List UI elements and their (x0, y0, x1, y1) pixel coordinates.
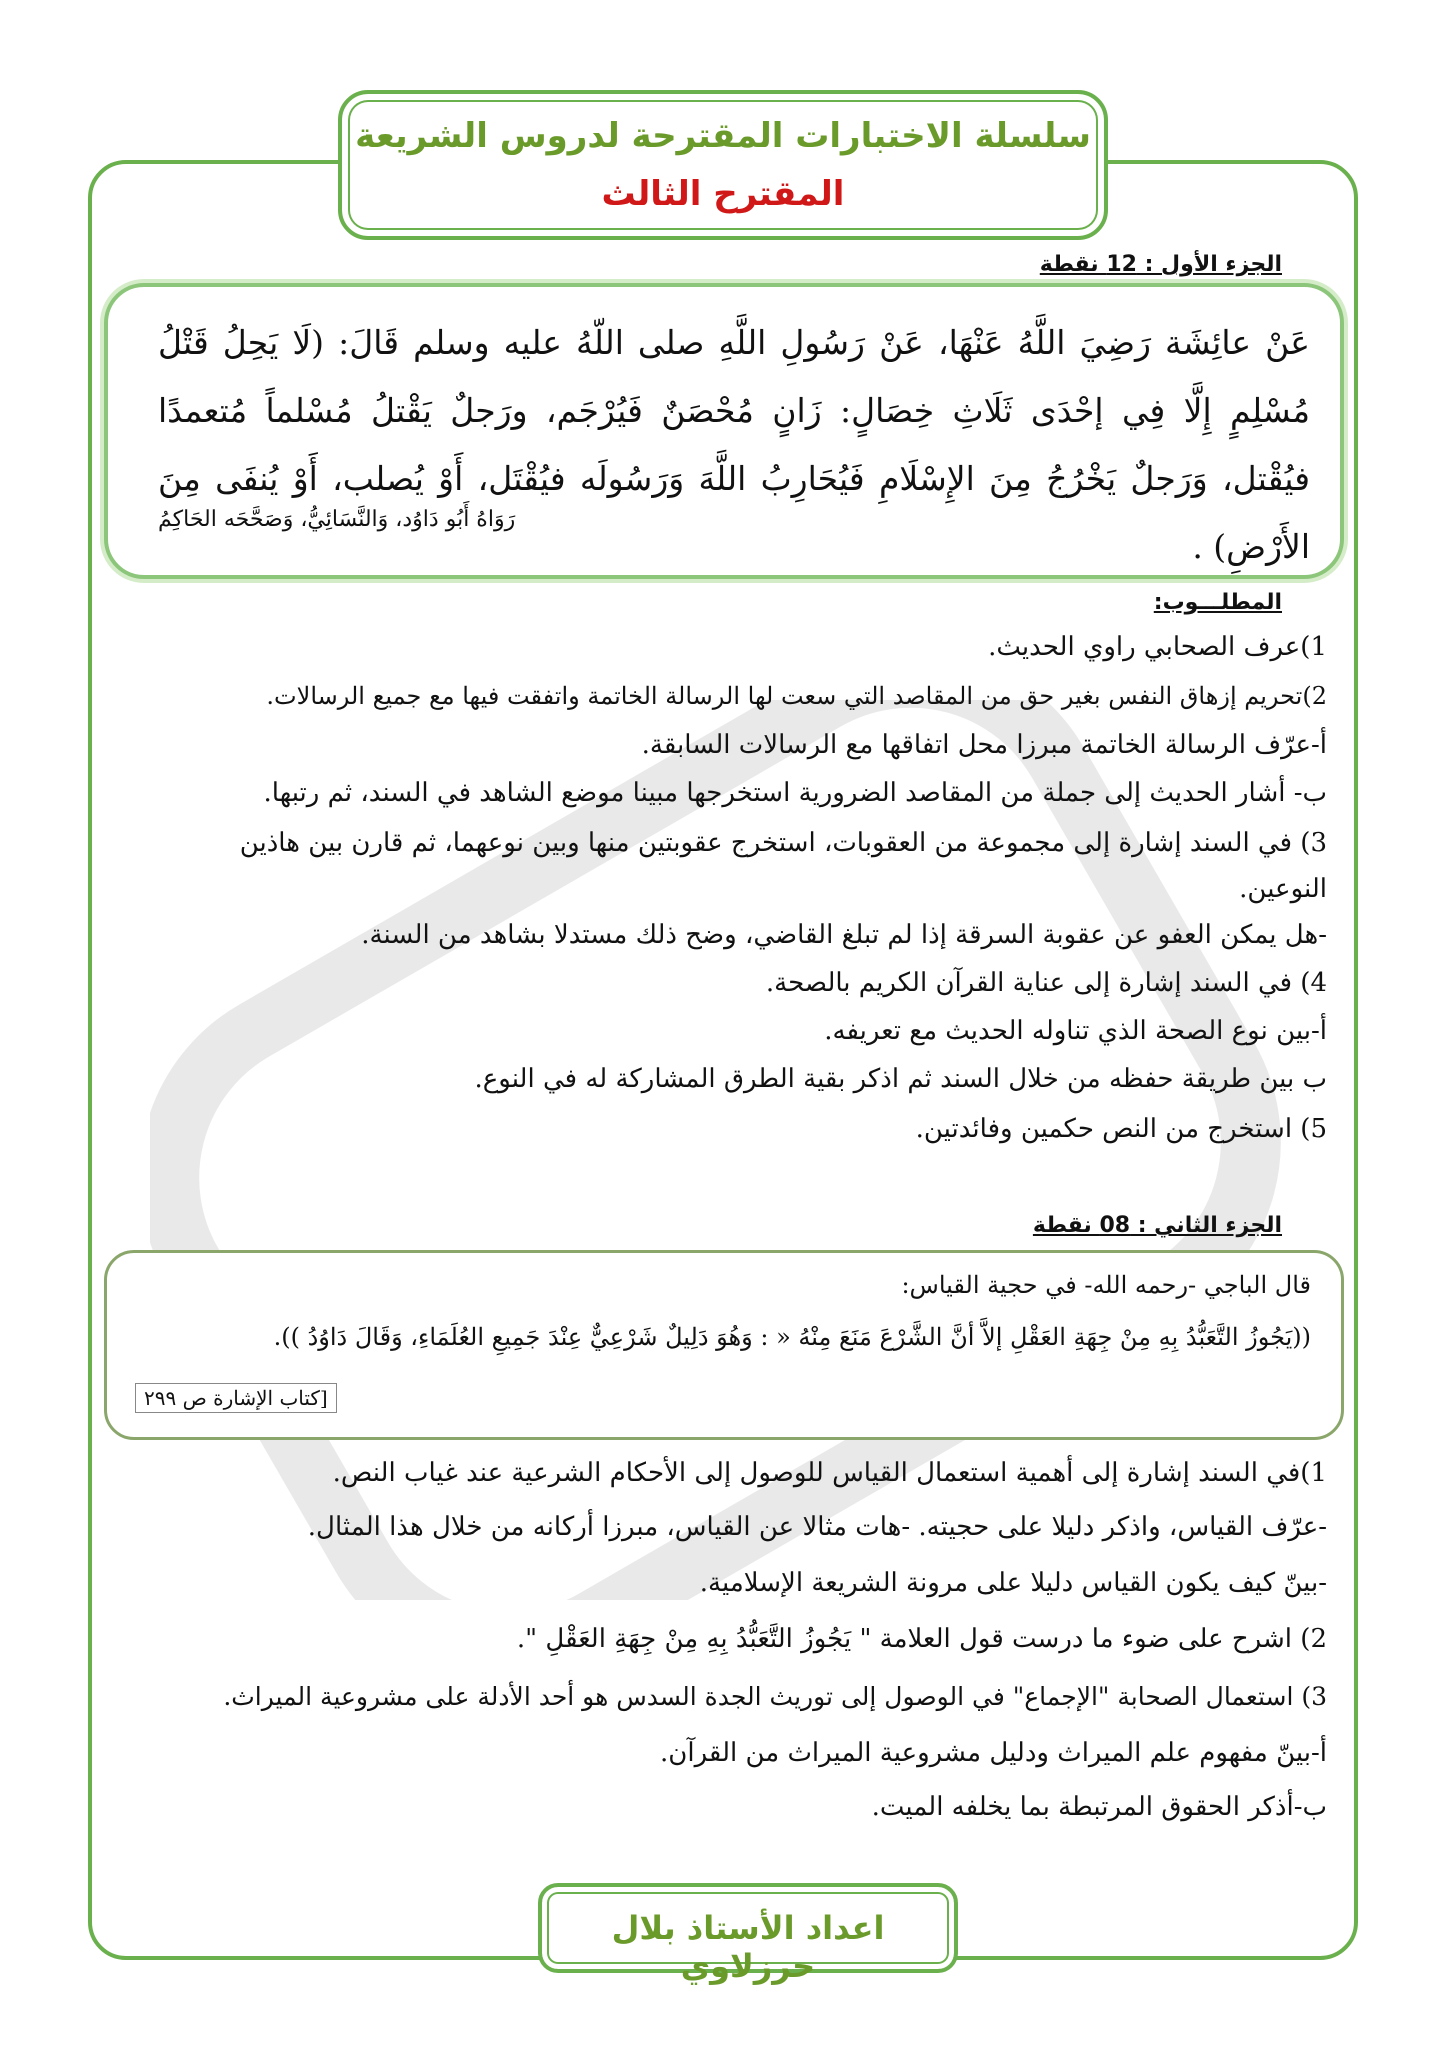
part2-question: أ-بينّ مفهوم علم الميراث ودليل مشروعية الميراث من القرآن. (659, 1738, 1327, 1768)
part2-question: 2) اشرح على ضوء ما درست قول العلامة " يَجُوزُ التَّعَبُّدُ بِهِ مِنْ جِهَةِ العَقْلِ ". (516, 1624, 1327, 1654)
part2-label: الجزء الثاني : 08 نقطة (1032, 1213, 1282, 1238)
part1-question: 1)عرف الصحابي راوي الحديث. (988, 632, 1327, 662)
part2-question: -عرّف القياس، واذكر دليلا على حجيته. -هات مثالا عن القياس، مبرزا أركانه من خلال هذا المثال. (307, 1512, 1327, 1542)
part1-question: أ-بين نوع الصحة الذي تناوله الحديث مع تعريفه. (824, 1016, 1327, 1046)
part2-question: ب-أذكر الحقوق المرتبطة بما يخلفه الميت. (871, 1792, 1327, 1822)
part1-question: 2)تحريم إزهاق النفس بغير حق من المقاصد التي سعت لها الرسالة الخاتمة واتفقت فيها مع جميع الرسالات. (266, 682, 1327, 710)
part1-question: -هل يمكن العفو عن عقوبة السرقة إذا لم تبلغ القاضي، وضح ذلك مستدلا بشاهد من السنة. (361, 920, 1327, 950)
quote-text: ((يَجُوزُ التَّعَبُّدُ بِهِ مِنْ جِهَةِ العَقْلِ إلاَّ أنَّ الشَّرْعَ مَنَعَ مِنْهُ « : وَهُوَ دَلِيلٌ شَرْعِيٌّ عِنْدَ جَمِيعِ العُلَمَاءِ، وَقَالَ دَاوُدُ )). (273, 1323, 1311, 1351)
requirements-label: المطلـــوب: (1153, 590, 1282, 615)
page-title: سلسلة الاختبارات المقترحة لدروس الشريعة (355, 116, 1091, 156)
quote-intro: قال الباجي -رحمه الله- في حجية القياس: (901, 1271, 1311, 1299)
part1-label: الجزء الأول : 12 نقطة (1039, 252, 1282, 277)
hadith-box (104, 283, 1344, 579)
part2-question: 3) استعمال الصحابة "الإجماع" في الوصول إلى توريث الجدة السدس هو أحد الأدلة على مشروعية الميراث. (223, 1682, 1327, 1711)
hadith-source: رَوَاهُ أَبُو دَاوُد، وَالنَّسَائِيُّ، وَصَحَّحَه الحَاكِمُ (158, 507, 516, 532)
title-box (338, 90, 1108, 240)
part1-question: 4) في السند إشارة إلى عناية القرآن الكريم بالصحة. (765, 968, 1327, 998)
part1-question: ب بين طريقة حفظه من خلال السند ثم اذكر بقية الطرق المشاركة له في النوع. (474, 1064, 1327, 1094)
quote-box (104, 1250, 1344, 1440)
page-subtitle: المقترح الثالث (601, 174, 845, 214)
hadith-text: عَنْ عائِشَة رَضِيَ اللَّهُ عَنْهَا، عَنْ رَسُولِ اللَّهِ صلى اللّهُ عليه وسلم قَالَ: (لَا يَحِلُ قَتْلُ مُسْلِمٍ إِلَّا فِي إحْدَى ثَلَاثِ خِصَالٍ: زَانٍ مُحْصَنٌ فَيُرْجَم، ورَجلٌ يَقْتلُ مُسْلماً مُتعمدًا فيُقْتل، وَرَجلٌ يَخْرُجُ مِنَ الإِسْلَامِ فَيُحَارِبُ اللَّهَ وَرَسُولَه فيُقْتَل، أَوْ يُصلب، أَوْ يُنفَى مِنَ الأَرْضِ) . (158, 323, 1310, 566)
quote-reference: [كتاب الإشارة ص ٢٩٩ (135, 1383, 337, 1413)
part1-question: النوعين. (1239, 874, 1327, 904)
footer-box (538, 1883, 958, 1985)
part2-question: 1)في السند إشارة إلى أهمية استعمال القياس للوصول إلى الأحكام الشرعية عند غياب النص. (332, 1458, 1327, 1488)
part1-question: 5) استخرج من النص حكمين وفائدتين. (915, 1114, 1327, 1144)
part1-question: أ-عرّف الرسالة الخاتمة مبرزا محل اتفاقها مع الرسالات السابقة. (641, 730, 1327, 760)
part1-question: ب- أشار الحديث إلى جملة من المقاصد الضرورية استخرجها مبينا موضع الشاهد في السند، ثم رتبها. (263, 778, 1327, 808)
part1-question: 3) في السند إشارة إلى مجموعة من العقوبات، استخرج عقوبتين منها وبين نوعهما، ثم قارن بين هاذين (239, 828, 1327, 858)
part2-question: -بينّ كيف يكون القياس دليلا على مرونة الشريعة الإسلامية. (699, 1568, 1327, 1598)
author-credit: اعداد الأستاذ بلال حرزلاوي (611, 1909, 885, 1985)
